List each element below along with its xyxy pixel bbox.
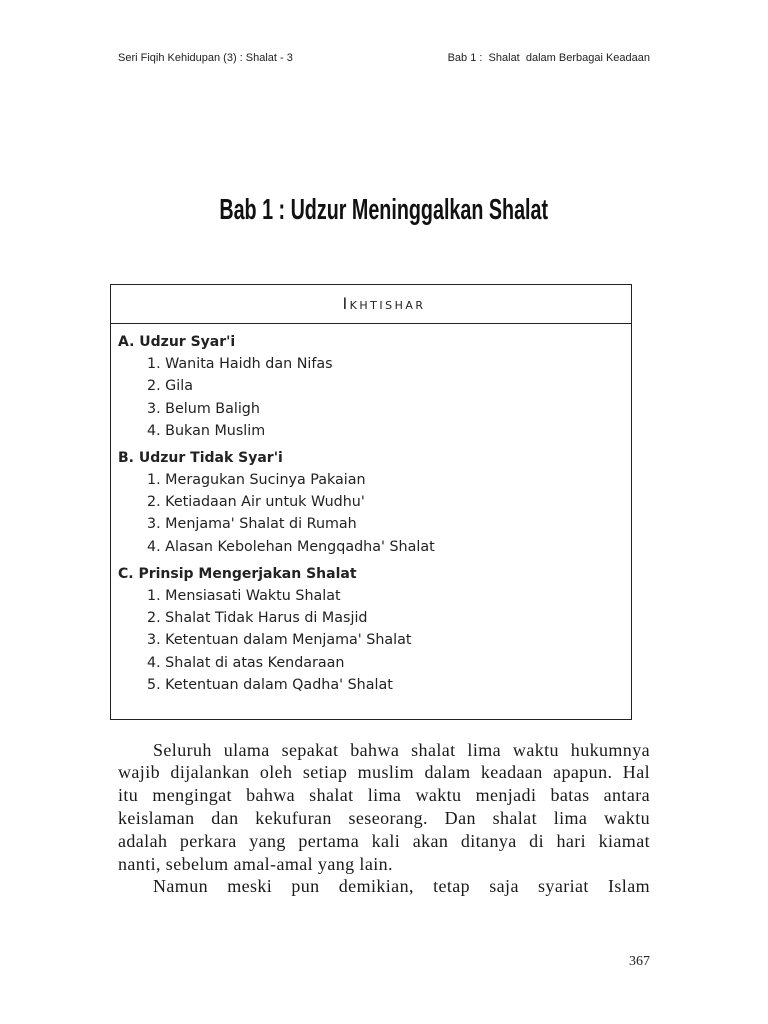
summary-item: 4. Shalat di atas Kendaraan — [147, 654, 345, 671]
summary-section-c — [118, 563, 631, 696]
body-text — [118, 739, 650, 899]
paragraph-line: wajib dijalankan oleh setiap muslim dalam keadaan apapun. Hal — [118, 762, 650, 783]
summary-section-b — [118, 447, 631, 558]
body-paragraph — [118, 739, 650, 876]
paragraph-line: Namun meski pun demikian, tetap saja syariat Islam — [153, 876, 650, 897]
summary-item: 2. Gila — [147, 378, 193, 395]
summary-heading: Ikhtishar — [342, 294, 426, 313]
body-paragraph — [118, 875, 650, 898]
chapter-title-text: Bab 1 : Udzur Meninggalkan Shalat — [219, 194, 549, 226]
summary-item: 3. Ketentuan dalam Menjama' Shalat — [147, 632, 412, 649]
paragraph-line: nanti, sebelum amal-amal yang lain. — [118, 853, 393, 874]
summary-item: 4. Alasan Kebolehan Mengqadha' Shalat — [147, 538, 435, 555]
section-heading: C. Prinsip Mengerjakan Shalat — [118, 565, 357, 582]
paragraph-line: Seluruh ulama sepakat bahwa shalat lima waktu hukumnya — [153, 739, 650, 760]
summary-box — [110, 284, 632, 720]
summary-section-a — [118, 331, 631, 442]
series-title: Seri Fiqih Kehidupan (3) : Shalat - 3 — [118, 52, 293, 64]
chapter-title — [0, 192, 768, 228]
paragraph-line: adalah perkara yang pertama kali akan ditanya di hari kiamat — [118, 830, 650, 851]
summary-item: 1. Mensiasati Waktu Shalat — [147, 587, 341, 604]
summary-item: 3. Belum Baligh — [147, 400, 260, 417]
running-header — [118, 50, 650, 66]
summary-item: 1. Wanita Haidh dan Nifas — [147, 356, 333, 372]
summary-content — [111, 324, 631, 696]
page-number: 367 — [629, 954, 650, 969]
summary-item: 1. Meragukan Sucinya Pakaian — [147, 471, 366, 488]
section-heading: B. Udzur Tidak Syar'i — [118, 449, 283, 466]
summary-item: 5. Ketentuan dalam Qadha' Shalat — [147, 676, 393, 693]
paragraph-line: itu mengingat bahwa shalat lima waktu menjadi batas antara — [118, 785, 650, 806]
paragraph-line: keislaman dan kekufuran seseorang. Dan shalat lima waktu — [118, 807, 650, 828]
summary-item: 4. Bukan Muslim — [147, 422, 266, 439]
summary-header — [111, 285, 631, 324]
summary-item: 2. Shalat Tidak Harus di Masjid — [147, 610, 368, 627]
running-chapter-title: Bab 1 : Shalat dalam Berbagai Keadaan — [447, 52, 650, 64]
section-heading: A. Udzur Syar'i — [118, 334, 236, 350]
summary-item: 2. Ketiadaan Air untuk Wudhu' — [147, 494, 365, 511]
summary-item: 3. Menjama' Shalat di Rumah — [147, 516, 357, 533]
